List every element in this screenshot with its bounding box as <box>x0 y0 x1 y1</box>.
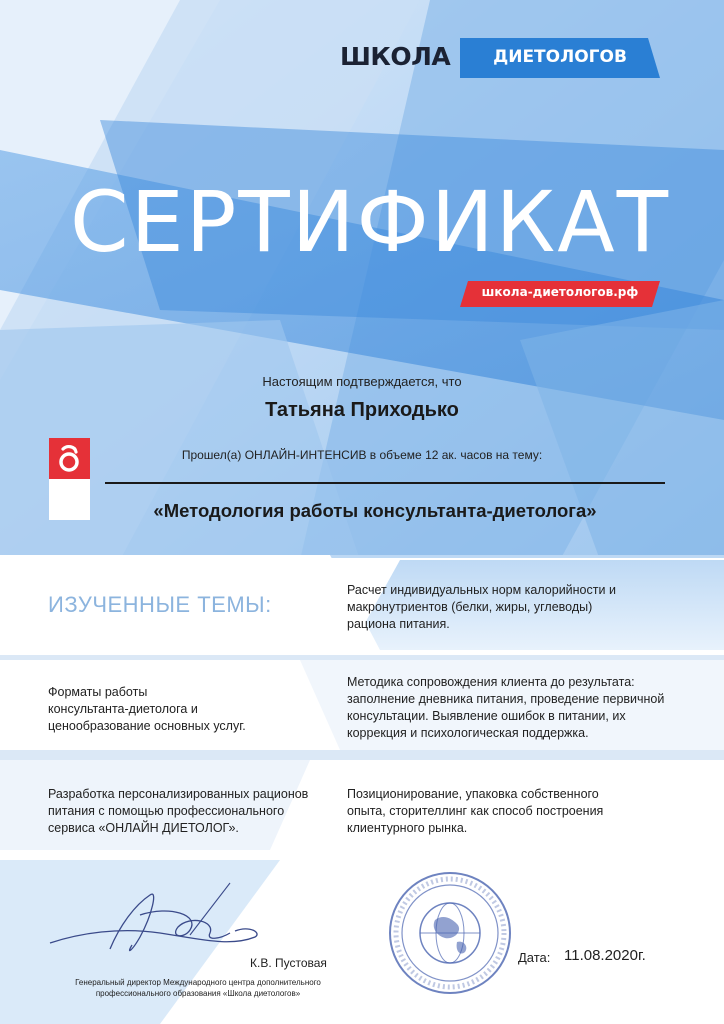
certificate-title: СЕРТИФИКАТ <box>70 173 671 271</box>
signature-graphic <box>40 875 270 965</box>
topic-line: заполнение дневника питания, проведение первичной <box>347 692 665 706</box>
topic-line: рациона питания. <box>347 617 450 631</box>
topic-line: Разработка персонализированных рационов <box>48 787 309 801</box>
date-value: 11.08.2020г. <box>564 947 646 964</box>
signer-name: К.В. Пустовая <box>250 956 327 970</box>
topic-line: ценообразование основных услуг. <box>48 719 246 733</box>
topic-item-2 <box>48 684 318 735</box>
studied-heading: ИЗУЧЕННЫЕ ТЕМЫ: <box>48 592 272 617</box>
topic-line: опыта, сторителлинг как способ построения <box>347 804 604 818</box>
topic-line: Форматы работы <box>48 685 148 699</box>
topic-line: питания с помощью профессионального <box>48 804 285 818</box>
topic-item-1 <box>347 582 707 633</box>
date-label: Дата: <box>518 950 551 965</box>
topic-line: консультации. Выявление ошибок в питании, их <box>347 709 626 723</box>
confirm-text: Настоящим подтверждается, что <box>262 374 462 389</box>
topic-line: клиентурного рынка. <box>347 821 468 835</box>
topic-divider <box>105 482 665 484</box>
topic-line: Методика сопровождения клиента до результата: <box>347 675 635 689</box>
topic-line: макронутриентов (белки, жиры, углеводы) <box>347 600 593 614</box>
topic-line: сервиса «ОНЛАЙН ДИЕТОЛОГ». <box>48 821 239 835</box>
brand-mark-white-block <box>49 479 90 520</box>
topic-item-3 <box>347 674 717 742</box>
website-link[interactable]: школа-диетологов.рф <box>481 285 639 299</box>
seal-stamp <box>385 868 515 998</box>
topic-item-5 <box>347 786 707 837</box>
topic-line: Расчет индивидуальных норм калорийности и <box>347 583 616 597</box>
topic-item-4 <box>48 786 338 837</box>
logo-dietitians-text: ДИЕТОЛОГОВ <box>493 47 627 67</box>
course-topic: «Методология работы консультанта-диетолога» <box>153 500 597 521</box>
signer-role-line: профессионального образования «Школа диетологов» <box>95 989 301 998</box>
topic-line: коррекция и психологическая поддержка. <box>347 726 589 740</box>
signer-role <box>60 977 336 999</box>
signer-role-line: Генеральный директор Международного центра дополнительного <box>75 978 321 987</box>
passed-text: Прошел(а) ОНЛАЙН-ИНТЕНСИВ в объеме 12 ак. часов на тему: <box>181 448 543 462</box>
recipient-name: Татьяна Приходько <box>265 399 459 421</box>
topic-line: консультанта-диетолога и <box>48 702 198 716</box>
topic-line: Позиционирование, упаковка собственного <box>347 787 599 801</box>
logo-school-text: ШКОЛА <box>340 42 451 71</box>
